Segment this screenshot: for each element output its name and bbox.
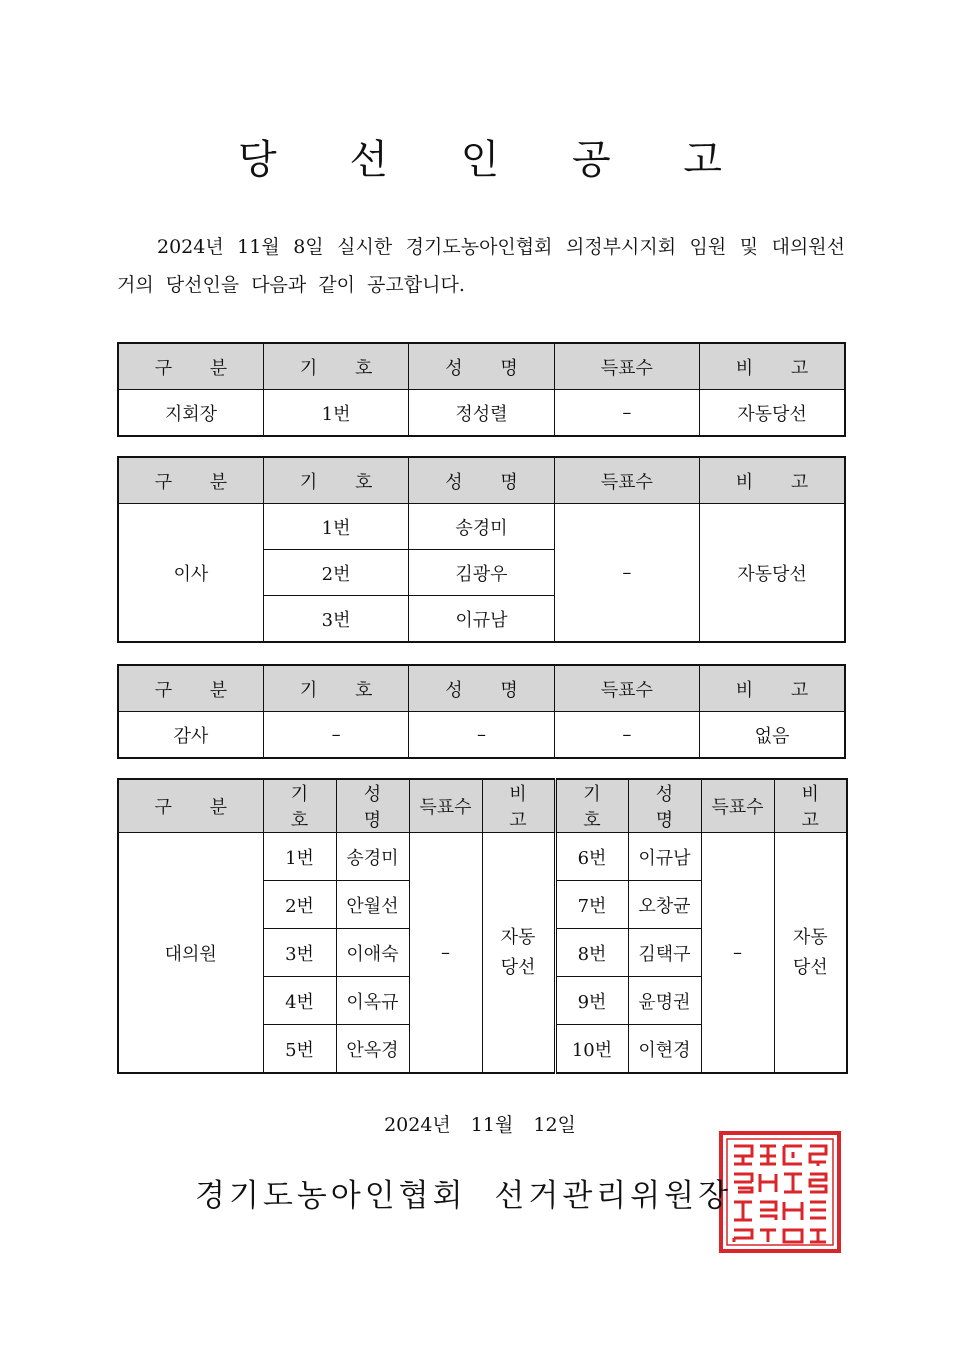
header-name: 성 명 <box>628 779 701 833</box>
header-votes: 득표수 <box>554 457 699 504</box>
intro-paragraph: 2024년 11월 8일 실시한 경기도농아인협회 의정부시지회 임원 및 대의원선거의 당선인을 다음과 같이 공고합니다. <box>117 236 845 296</box>
votes-cell: – <box>701 833 774 1074</box>
header-symbol: 기 호 <box>263 343 408 390</box>
organization-signature: 경기도농아인협회 선거관리위원장 <box>195 1178 733 1214</box>
name-cell: 안옥경 <box>336 1025 409 1074</box>
category-cell: 이사 <box>118 504 263 643</box>
name-cell: 이규남 <box>628 833 701 881</box>
header-votes: 득표수 <box>701 779 774 833</box>
name-cell: 송경미 <box>336 833 409 881</box>
votes-cell: – <box>554 504 699 643</box>
auditor-table <box>117 664 846 759</box>
table-header-row <box>118 457 845 504</box>
remarks-line: 자동 <box>500 926 536 948</box>
header-symbol: 기 호 <box>555 779 628 833</box>
header-votes: 득표수 <box>554 665 699 712</box>
header-symbol: 기 호 <box>263 779 336 833</box>
symbol-cell: 1번 <box>263 833 336 881</box>
category-cell: 지회장 <box>118 390 263 437</box>
name-cell: 오창균 <box>628 881 701 929</box>
page-title: 당 선 인 공 고 <box>237 137 753 183</box>
symbol-cell: 1번 <box>263 504 408 550</box>
name-cell: 이현경 <box>628 1025 701 1074</box>
header-remarks: 비 고 <box>482 779 555 833</box>
table-header-row <box>118 665 845 712</box>
category-cell: 감사 <box>118 712 263 759</box>
remarks-cell <box>482 833 555 1074</box>
symbol-cell: 4번 <box>263 977 336 1025</box>
remarks-cell: 없음 <box>700 712 845 759</box>
remarks-cell <box>774 833 847 1074</box>
remarks-line: 당선 <box>792 956 828 978</box>
symbol-cell: 10번 <box>555 1025 628 1074</box>
symbol-cell: 1번 <box>263 390 408 437</box>
name-cell: 송경미 <box>409 504 554 550</box>
header-votes: 득표수 <box>554 343 699 390</box>
table-header-row <box>118 343 845 390</box>
symbol-cell: 3번 <box>263 596 408 643</box>
symbol-cell: 5번 <box>263 1025 336 1074</box>
header-symbol: 기 호 <box>263 457 408 504</box>
name-cell: 김광우 <box>409 550 554 596</box>
header-name: 성 명 <box>336 779 409 833</box>
symbol-cell: 8번 <box>555 929 628 977</box>
header-remarks: 비 고 <box>774 779 847 833</box>
header-name: 성 명 <box>409 665 554 712</box>
branch-chief-table <box>117 342 846 437</box>
header-category: 구 분 <box>118 779 263 833</box>
symbol-cell: 2번 <box>263 550 408 596</box>
official-seal-icon <box>718 1130 842 1254</box>
remarks-cell: 자동당선 <box>700 504 845 643</box>
symbol-cell: 7번 <box>555 881 628 929</box>
remarks-line: 당선 <box>500 956 536 978</box>
directors-table <box>117 456 846 643</box>
table-row <box>118 504 845 550</box>
header-remarks: 비 고 <box>700 457 845 504</box>
delegates-table <box>117 778 848 1074</box>
name-cell: 이애숙 <box>336 929 409 977</box>
name-cell: 이규남 <box>409 596 554 643</box>
header-name: 성 명 <box>409 457 554 504</box>
header-name: 성 명 <box>409 343 554 390</box>
remarks-line: 자동 <box>792 926 828 948</box>
symbol-cell: – <box>263 712 408 759</box>
name-cell: 윤명권 <box>628 977 701 1025</box>
announcement-date: 2024년 11월 12일 <box>384 1114 576 1136</box>
header-votes: 득표수 <box>409 779 482 833</box>
table-row <box>118 390 845 437</box>
category-cell: 대의원 <box>118 833 263 1074</box>
header-symbol: 기 호 <box>263 665 408 712</box>
name-cell: 안월선 <box>336 881 409 929</box>
votes-cell: – <box>554 712 699 759</box>
remarks-cell: 자동당선 <box>700 390 845 437</box>
symbol-cell: 2번 <box>263 881 336 929</box>
table-row <box>118 712 845 759</box>
header-remarks: 비 고 <box>700 665 845 712</box>
name-cell: 이옥규 <box>336 977 409 1025</box>
header-category: 구 분 <box>118 665 263 712</box>
symbol-cell: 9번 <box>555 977 628 1025</box>
header-category: 구 분 <box>118 343 263 390</box>
symbol-cell: 3번 <box>263 929 336 977</box>
votes-cell: – <box>554 390 699 437</box>
symbol-cell: 6번 <box>555 833 628 881</box>
header-category: 구 분 <box>118 457 263 504</box>
votes-cell: – <box>409 833 482 1074</box>
name-cell: 정성렬 <box>409 390 554 437</box>
table-row <box>118 833 847 881</box>
name-cell: – <box>409 712 554 759</box>
name-cell: 김택구 <box>628 929 701 977</box>
table-header-row <box>118 779 847 833</box>
header-remarks: 비 고 <box>700 343 845 390</box>
